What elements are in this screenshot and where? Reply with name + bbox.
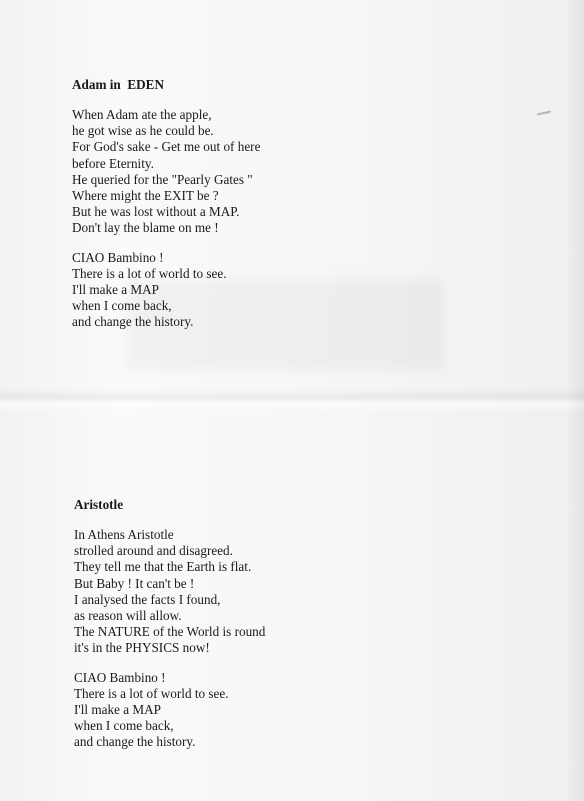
poem-line: when I come back,	[74, 718, 174, 734]
stanza-1	[72, 107, 260, 237]
poem-line: he got wise as he could be.	[72, 123, 214, 139]
poem-line: Don't lay the blame on me !	[72, 220, 219, 236]
poem-line: strolled around and disagreed.	[74, 543, 233, 559]
pen-mark	[537, 111, 551, 116]
poem-line: But Baby ! It can't be !	[74, 575, 195, 591]
poem-line: There is a lot of world to see.	[74, 685, 229, 701]
poem-line: I analysed the facts I found,	[74, 591, 221, 607]
stanza-2	[72, 250, 260, 331]
poem-line: it's in the PHYSICS now!	[74, 640, 210, 656]
poem-line: when I come back,	[72, 298, 172, 314]
poem-adam-in-eden	[72, 77, 260, 344]
stanza-1	[74, 527, 265, 657]
poem-line: I'll make a MAP	[72, 282, 159, 298]
poem-line: Where might the EXIT be ?	[72, 188, 219, 204]
poem-line: But he was lost without a MAP.	[72, 204, 240, 220]
poem-line: The NATURE of the World is round	[74, 624, 266, 640]
poem-line: and change the history.	[74, 734, 196, 750]
poem-line: as reason will allow.	[74, 608, 182, 624]
stanza-2	[74, 670, 265, 751]
poem-line: They tell me that the Earth is flat.	[74, 559, 252, 575]
poem-line: For God's sake - Get me out of here	[72, 139, 261, 155]
poem-line: CIAO Bambino !	[74, 669, 166, 685]
poem-line: There is a lot of world to see.	[72, 265, 227, 281]
poem-line: I'll make a MAP	[74, 702, 161, 718]
poem-line: In Athens Aristotle	[74, 527, 174, 542]
poem-aristotle	[74, 497, 265, 764]
poem-line: before Eternity.	[72, 155, 154, 171]
poem-line: He queried for the "Pearly Gates "	[72, 171, 253, 187]
poem-line: and change the history.	[72, 314, 194, 330]
paper-edge-shadow	[566, 0, 584, 801]
poem-title: Adam in EDEN	[72, 77, 164, 92]
poem-title: Aristotle	[74, 497, 124, 512]
poem-line: CIAO Bambino !	[72, 249, 164, 265]
poem-line: When Adam ate the apple,	[72, 107, 212, 122]
